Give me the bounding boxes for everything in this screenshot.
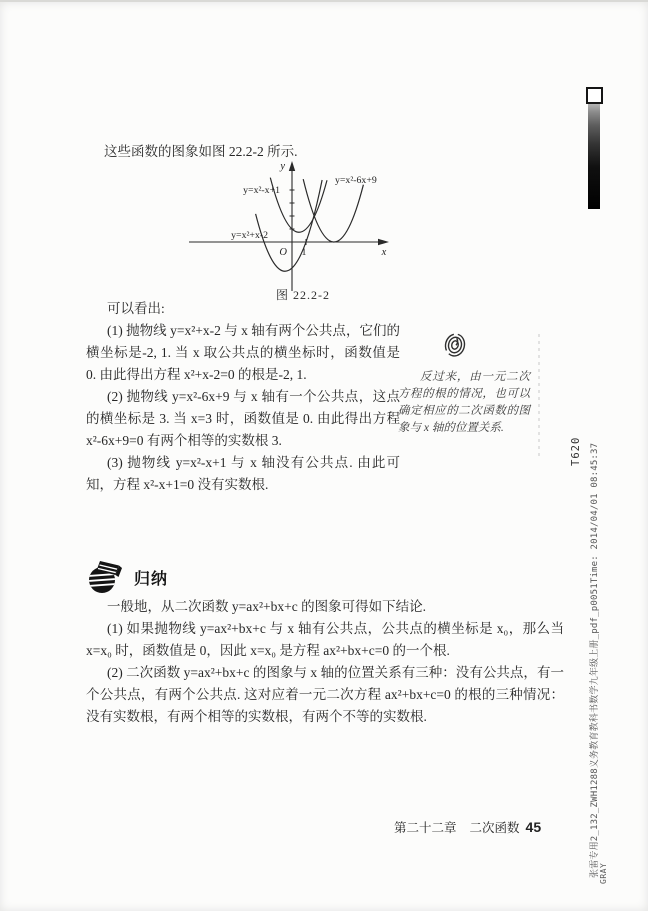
scan-bleed-artifact xyxy=(538,334,540,456)
observations-lead: 可以看出: xyxy=(107,301,165,316)
curve-y-x2-minus-6x-plus-9 xyxy=(303,179,363,242)
summary-books-icon xyxy=(86,559,124,595)
observation-paragraph-3: (3) 抛物线 y=x²-x+1 与 x 轴没有公共点. 由此可知，方程 x²-x+1=0 没有实数根. xyxy=(86,455,400,492)
summary-paragraph-2: (1) 如果抛物线 y=ax²+bx+c 与 x 轴有公共点，公共点的横坐标是 x₀，那么当 x=x₀ 时，函数值是 0，因此 x=x₀ 是方程 ax²+bx+c=0 的一个根. xyxy=(86,621,564,658)
y-axis-arrow-icon xyxy=(289,161,295,171)
margin-note xyxy=(398,332,530,437)
curve-label-left: y=x²+x-2 xyxy=(231,230,268,241)
observation-paragraph-1: (1) 抛物线 y=x²+x-2 与 x 轴有两个公共点，它们的横坐标是-2, 1. 当 x 取公共点的横坐标时，函数值是 0. 由此得出方程 x²+x-2=0 的根是-2, 1. xyxy=(86,323,400,382)
summary-paragraph-1: 一般地，从二次函数 y=ax²+bx+c 的图象可得如下结论. xyxy=(107,599,426,614)
scan-calibration-square xyxy=(586,87,603,104)
scan-calibration-bar xyxy=(588,104,600,209)
summary-heading: 归纳 xyxy=(134,570,169,588)
summary-section xyxy=(86,558,564,728)
scan-watermark-text: 张雷专用2_132_ZWH1288义务教育教科书数学九年级上册_pdf_p0051Time: 2014/04/01 08:45:37 xyxy=(590,442,600,878)
curve-label-middle: y=x²-x+1 xyxy=(243,185,280,196)
scan-color-mode-label: GRAY xyxy=(599,862,608,884)
footer-chapter: 第二十二章 xyxy=(394,821,457,835)
figure-22-2-2 xyxy=(185,158,421,302)
footer-page-number: 45 xyxy=(525,819,542,835)
x-axis-arrow-icon xyxy=(378,239,389,245)
page-footer xyxy=(394,818,564,836)
observations-block xyxy=(86,298,400,496)
y-axis-label: y xyxy=(280,161,285,172)
footer-section: 二次函数 xyxy=(469,821,520,835)
x-axis-label: x xyxy=(381,247,387,258)
intro-text: 这些函数的图象如图 22.2-2 所示. xyxy=(104,144,298,159)
summary-body xyxy=(86,596,564,728)
origin-label: O xyxy=(279,247,287,258)
parabola-graph xyxy=(185,158,400,296)
curve-label-right: y=x²-6x+9 xyxy=(335,175,377,186)
observation-paragraph-2: (2) 抛物线 y=x²-6x+9 与 x 轴有一个公共点，这点的横坐标是 3. 当 x=3 时，函数值是 0. 由此得出方程 x²-6x+9=0 有两个相等的实数根 3. xyxy=(86,389,400,448)
summary-paragraph-3: (2) 二次函数 y=ax²+bx+c 的图象与 x 轴的位置关系有三种：没有公共点，有一个公共点，有两个公共点. 这对应着一元二次方程 ax²+bx+c=0 的根的三种情况：没有实数根，有两个相等的实数根，有两个不等的实数根. xyxy=(86,665,564,724)
figure-caption: 图 22.2-2 xyxy=(276,288,330,302)
x-tick-label: 1 xyxy=(301,247,307,258)
summary-header xyxy=(86,558,564,596)
thumbprint-icon xyxy=(444,332,466,358)
scan-code-label: T620 xyxy=(570,436,582,466)
margin-note-text: 反过来，由一元二次方程的根的情况，也可以确定相应的二次函数的图象与 x 轴的位置关系. xyxy=(398,371,530,434)
